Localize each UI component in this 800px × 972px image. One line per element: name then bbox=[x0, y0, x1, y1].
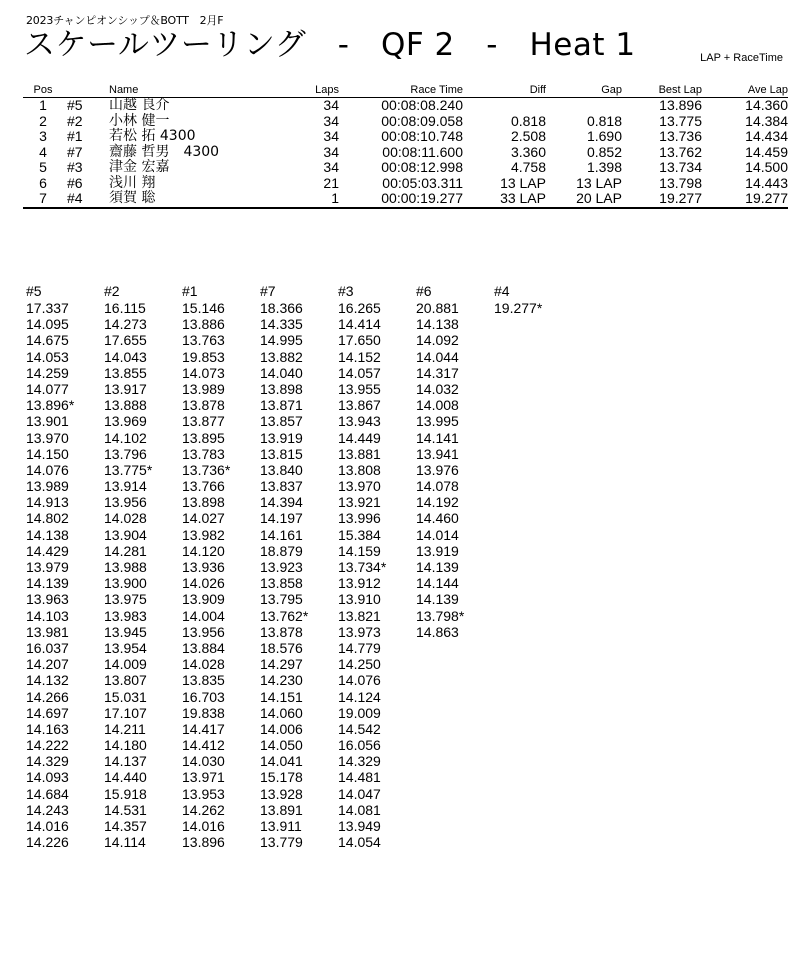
race-time-cell: 00:08:10.748 bbox=[381, 128, 463, 144]
driver-name-cell: 山越 良介 bbox=[109, 97, 170, 113]
lap-time: 13.912 bbox=[338, 575, 381, 592]
lap-time: 14.180 bbox=[104, 737, 147, 754]
laps-cell: 34 bbox=[323, 112, 339, 129]
ave-lap-cell: 14.459 bbox=[745, 143, 788, 160]
lap-time: 13.910 bbox=[338, 591, 381, 608]
results-header-row bbox=[23, 83, 788, 98]
lap-time: 14.481 bbox=[338, 769, 381, 786]
lap-time: 14.414 bbox=[338, 316, 381, 333]
lap-time: 13.775* bbox=[104, 461, 153, 478]
best-lap-cell: 13.736 bbox=[659, 128, 702, 144]
lap-column-car-number: #3 bbox=[338, 283, 354, 299]
lap-column-car-number: #7 bbox=[260, 283, 276, 299]
lap-time: 16.115 bbox=[104, 300, 146, 316]
lap-time: 14.394 bbox=[260, 494, 303, 511]
lap-column bbox=[338, 283, 416, 850]
lap-time: 13.896 bbox=[182, 834, 225, 851]
lap-time: 13.807 bbox=[104, 672, 147, 689]
diff-cell bbox=[463, 98, 546, 114]
lap-time: 14.675 bbox=[26, 332, 69, 349]
lap-time: 14.041 bbox=[260, 753, 303, 770]
lap-time: 13.963 bbox=[26, 591, 69, 608]
lap-time: 14.161 bbox=[260, 526, 303, 543]
lap-time: 14.802 bbox=[26, 510, 69, 527]
car-number-cell: #6 bbox=[67, 174, 83, 191]
lap-time: 14.139 bbox=[26, 575, 69, 592]
lap-time: 13.955 bbox=[338, 380, 381, 397]
col-header-diff: Diff bbox=[529, 84, 546, 96]
lap-time: 14.124 bbox=[338, 688, 381, 705]
lap-time: 14.159 bbox=[338, 542, 381, 559]
lap-time: 16.265 bbox=[338, 300, 381, 316]
results-body bbox=[23, 98, 788, 208]
lap-time: 13.888 bbox=[104, 397, 147, 414]
lap-time: 14.995 bbox=[260, 332, 303, 349]
lap-time: 13.956 bbox=[104, 494, 147, 511]
lap-time: 13.835 bbox=[182, 672, 225, 689]
ave-lap-cell: 14.443 bbox=[745, 174, 788, 191]
lap-time: 14.060 bbox=[260, 704, 303, 721]
lap-time: 13.904 bbox=[104, 526, 147, 543]
lap-time: 14.317 bbox=[416, 364, 459, 381]
lap-column-car-number: #6 bbox=[416, 283, 432, 299]
diff-cell: 33 LAP bbox=[500, 190, 546, 206]
lap-time: 13.901 bbox=[26, 413, 69, 430]
driver-name-cell: 齋藤 哲男 4300 bbox=[109, 143, 220, 160]
lap-time: 14.163 bbox=[26, 720, 69, 737]
lap-time: 14.357 bbox=[104, 818, 147, 834]
car-number-cell: #1 bbox=[67, 128, 83, 144]
lap-time: 15.384 bbox=[338, 526, 381, 543]
lap-time: 18.879 bbox=[260, 542, 303, 559]
lap-column-car-number: #5 bbox=[26, 283, 42, 299]
lap-time: 13.996 bbox=[338, 510, 381, 527]
lap-time: 14.030 bbox=[182, 753, 225, 770]
lap-time: 14.460 bbox=[416, 510, 459, 527]
lap-time: 13.815 bbox=[260, 445, 303, 462]
best-lap-cell: 13.775 bbox=[659, 112, 702, 129]
col-header-race-time: Race Time bbox=[410, 84, 463, 96]
lap-time: 14.028 bbox=[104, 510, 147, 527]
timing-mode-label: LAP + RaceTime bbox=[700, 52, 783, 64]
lap-column-car-number: #1 bbox=[182, 283, 198, 299]
lap-time: 13.914 bbox=[104, 478, 147, 495]
result-row bbox=[23, 98, 788, 114]
lap-time: 13.919 bbox=[260, 429, 303, 446]
lap-time: 13.898 bbox=[182, 494, 225, 511]
lap-time: 13.945 bbox=[104, 623, 147, 640]
lap-column-car-number: #4 bbox=[494, 283, 510, 299]
lap-time: 14.078 bbox=[416, 478, 459, 495]
lap-time: 14.139 bbox=[416, 559, 459, 575]
lap-time: 13.837 bbox=[260, 478, 303, 495]
lap-time: 13.798* bbox=[416, 607, 465, 624]
lap-time: 14.076 bbox=[338, 672, 381, 689]
lap-time: 14.006 bbox=[260, 720, 303, 737]
lap-time: 14.329 bbox=[26, 753, 69, 770]
lap-time: 13.936 bbox=[182, 559, 225, 575]
col-header-name: Name bbox=[109, 84, 139, 96]
lap-column bbox=[416, 283, 494, 850]
lap-time: 13.921 bbox=[338, 494, 381, 511]
lap-time: 13.954 bbox=[104, 639, 147, 656]
lap-time: 13.971 bbox=[182, 769, 225, 786]
lap-time: 13.969 bbox=[104, 413, 147, 430]
lap-time: 14.076 bbox=[26, 461, 69, 478]
lap-time: 14.004 bbox=[182, 607, 225, 624]
lap-time: 14.026 bbox=[182, 575, 225, 592]
results-table bbox=[23, 83, 788, 209]
lap-time: 13.989 bbox=[26, 478, 69, 495]
lap-time: 14.028 bbox=[182, 656, 225, 673]
lap-time: 13.895 bbox=[182, 429, 225, 446]
lap-time: 14.863 bbox=[416, 623, 459, 640]
result-row bbox=[23, 191, 788, 208]
lap-time: 14.412 bbox=[182, 737, 225, 754]
lap-time: 13.928 bbox=[260, 785, 303, 802]
lap-time: 14.009 bbox=[104, 656, 147, 673]
lap-time: 14.032 bbox=[416, 380, 459, 397]
lap-time: 13.762* bbox=[260, 607, 309, 624]
lap-time: 19.853 bbox=[182, 348, 225, 365]
lap-time: 13.900 bbox=[104, 575, 147, 592]
lap-time: 13.909 bbox=[182, 591, 225, 608]
ave-lap-cell: 19.277 bbox=[745, 190, 788, 206]
car-number-cell: #4 bbox=[67, 190, 83, 206]
lap-time: 14.073 bbox=[182, 364, 225, 381]
lap-time: 14.150 bbox=[26, 445, 69, 462]
best-lap-cell: 19.277 bbox=[659, 190, 702, 206]
lap-column bbox=[26, 283, 104, 850]
lap-time: 14.008 bbox=[416, 397, 459, 414]
car-number-cell: #5 bbox=[67, 97, 83, 113]
lap-column bbox=[104, 283, 182, 850]
lap-time: 20.881 bbox=[416, 300, 459, 316]
col-header-ave-lap: Ave Lap bbox=[747, 84, 788, 96]
position-cell: 5 bbox=[39, 159, 47, 175]
lap-time: 13.988 bbox=[104, 559, 147, 575]
lap-time: 14.152 bbox=[338, 348, 381, 365]
lap-time: 13.911 bbox=[260, 818, 302, 834]
lap-time: 14.429 bbox=[26, 542, 69, 559]
col-header-laps: Laps bbox=[315, 84, 339, 96]
lap-time: 13.917 bbox=[104, 380, 147, 397]
lap-time: 13.766 bbox=[182, 478, 225, 495]
lap-time: 13.886 bbox=[182, 316, 225, 333]
race-time-cell: 00:05:03.311 bbox=[382, 174, 463, 191]
lap-time: 14.197 bbox=[260, 510, 303, 527]
lap-time: 14.014 bbox=[416, 526, 459, 543]
laps-cell: 34 bbox=[323, 97, 339, 113]
lap-time: 14.281 bbox=[104, 542, 147, 559]
lap-time: 14.043 bbox=[104, 348, 147, 365]
ave-lap-cell: 14.500 bbox=[745, 159, 788, 175]
lap-time: 14.542 bbox=[338, 720, 381, 737]
lap-time: 13.734* bbox=[338, 559, 387, 575]
lap-time: 19.009 bbox=[338, 704, 381, 721]
driver-name-cell: 浅川 翔 bbox=[109, 174, 156, 191]
lap-time: 14.103 bbox=[26, 607, 69, 624]
lap-time: 14.273 bbox=[104, 316, 147, 333]
lap-time: 13.808 bbox=[338, 461, 381, 478]
lap-time: 14.230 bbox=[260, 672, 303, 689]
lap-time: 14.102 bbox=[104, 429, 147, 446]
lap-time: 13.982 bbox=[182, 526, 225, 543]
lap-time: 14.092 bbox=[416, 332, 459, 349]
lap-time: 14.259 bbox=[26, 364, 69, 381]
lap-time: 13.840 bbox=[260, 461, 303, 478]
lap-time: 13.898 bbox=[260, 380, 303, 397]
lap-time: 13.877 bbox=[182, 413, 225, 430]
lap-time: 14.211 bbox=[104, 720, 146, 737]
gap-cell: 1.398 bbox=[586, 159, 622, 175]
laps-cell: 21 bbox=[323, 174, 339, 191]
lap-time: 13.943 bbox=[338, 413, 381, 430]
lap-time: 14.054 bbox=[338, 834, 381, 851]
best-lap-cell: 13.762 bbox=[659, 143, 702, 160]
gap-cell: 13 LAP bbox=[576, 174, 622, 191]
lap-time: 14.016 bbox=[26, 818, 69, 834]
lap-time: 13.995 bbox=[416, 413, 459, 430]
lap-time: 13.858 bbox=[260, 575, 303, 592]
lap-time: 13.956 bbox=[182, 623, 225, 640]
lap-time: 14.250 bbox=[338, 656, 381, 673]
lap-time: 13.975 bbox=[104, 591, 147, 608]
lap-time: 14.093 bbox=[26, 769, 69, 786]
lap-time: 14.047 bbox=[338, 785, 381, 802]
lap-time: 13.796 bbox=[104, 445, 147, 462]
lap-time: 14.697 bbox=[26, 704, 69, 721]
lap-time: 13.736* bbox=[182, 461, 231, 478]
lap-time: 13.941 bbox=[416, 445, 459, 462]
lap-time: 14.139 bbox=[416, 591, 459, 608]
lap-time: 19.277* bbox=[494, 300, 543, 316]
lap-column bbox=[182, 283, 260, 850]
lap-time: 17.650 bbox=[338, 332, 381, 349]
lap-time: 13.983 bbox=[104, 607, 147, 624]
position-cell: 3 bbox=[39, 128, 47, 144]
lap-time: 14.226 bbox=[26, 834, 69, 851]
race-time-cell: 00:08:12.998 bbox=[381, 159, 463, 175]
lap-time: 15.178 bbox=[260, 769, 303, 786]
race-time-cell: 00:08:11.600 bbox=[382, 143, 463, 160]
gap-cell: 0.852 bbox=[586, 143, 622, 160]
lap-time: 13.891 bbox=[260, 801, 303, 818]
lap-time: 14.137 bbox=[104, 753, 147, 770]
lap-time: 13.973 bbox=[338, 623, 381, 640]
lap-time: 13.970 bbox=[26, 429, 69, 446]
laps-cell: 34 bbox=[323, 143, 339, 160]
event-name: 2023チャンピオンシップ＆BOTT 2月F bbox=[26, 14, 224, 27]
gap-cell: 20 LAP bbox=[576, 190, 622, 206]
lap-time: 13.884 bbox=[182, 639, 225, 656]
lap-time: 14.449 bbox=[338, 429, 381, 446]
lap-time: 14.531 bbox=[104, 801, 147, 818]
best-lap-cell: 13.798 bbox=[659, 174, 702, 191]
ave-lap-cell: 14.384 bbox=[745, 112, 788, 129]
lap-time: 13.882 bbox=[260, 348, 303, 365]
lap-time: 14.207 bbox=[26, 656, 69, 673]
lap-time: 16.703 bbox=[182, 688, 225, 705]
driver-name-cell: 津金 宏嘉 bbox=[109, 159, 170, 175]
lap-time: 17.655 bbox=[104, 332, 147, 349]
lap-column-car-number: #2 bbox=[104, 283, 120, 299]
lap-time: 14.050 bbox=[260, 737, 303, 754]
diff-cell: 4.758 bbox=[510, 159, 546, 175]
lap-time: 14.222 bbox=[26, 737, 69, 754]
lap-time: 13.871 bbox=[260, 397, 303, 414]
result-row bbox=[23, 129, 788, 145]
lap-time: 14.120 bbox=[182, 542, 225, 559]
position-cell: 7 bbox=[39, 190, 47, 206]
lap-column bbox=[260, 283, 338, 850]
result-row bbox=[23, 114, 788, 130]
lap-time: 13.878 bbox=[182, 397, 225, 414]
lap-time: 13.821 bbox=[338, 607, 381, 624]
result-row bbox=[23, 160, 788, 176]
lap-time: 13.923 bbox=[260, 559, 303, 575]
lap-time: 13.783 bbox=[182, 445, 225, 462]
lap-time: 13.867 bbox=[338, 397, 381, 414]
col-header-gap: Gap bbox=[601, 84, 622, 96]
best-lap-cell: 13.734 bbox=[659, 159, 702, 175]
lap-time: 14.040 bbox=[260, 364, 303, 381]
lap-time: 13.857 bbox=[260, 413, 303, 430]
page-title: スケールツーリング - QF 2 - Heat 1 bbox=[24, 27, 636, 63]
lap-time: 14.684 bbox=[26, 785, 69, 802]
lap-time: 14.266 bbox=[26, 688, 69, 705]
lap-time: 14.192 bbox=[416, 494, 459, 511]
lap-time: 14.417 bbox=[182, 720, 225, 737]
lap-time: 14.335 bbox=[260, 316, 303, 333]
col-header-pos: Pos bbox=[33, 84, 53, 96]
lap-time: 14.779 bbox=[338, 639, 381, 656]
lap-time: 14.138 bbox=[416, 316, 459, 333]
lap-time: 13.855 bbox=[104, 364, 147, 381]
diff-cell: 13 LAP bbox=[500, 174, 546, 191]
diff-cell: 2.508 bbox=[510, 128, 546, 144]
lap-time: 13.981 bbox=[26, 623, 69, 640]
lap-time: 18.366 bbox=[260, 300, 303, 316]
laps-cell: 34 bbox=[323, 128, 339, 144]
lap-time: 13.976 bbox=[416, 461, 459, 478]
lap-time: 13.795 bbox=[260, 591, 303, 608]
ave-lap-cell: 14.434 bbox=[745, 128, 788, 144]
car-number-cell: #7 bbox=[67, 143, 83, 160]
lap-time: 14.138 bbox=[26, 526, 69, 543]
lap-time: 13.878 bbox=[260, 623, 303, 640]
gap-cell: 0.818 bbox=[586, 112, 622, 129]
col-header-number bbox=[63, 83, 109, 98]
lap-time: 14.297 bbox=[260, 656, 303, 673]
lap-time: 13.989 bbox=[182, 380, 225, 397]
position-cell: 6 bbox=[39, 174, 47, 191]
lap-time: 13.919 bbox=[416, 542, 459, 559]
driver-name-cell: 小林 健一 bbox=[109, 112, 170, 129]
lap-time: 19.838 bbox=[182, 704, 225, 721]
lap-time: 14.913 bbox=[26, 494, 69, 511]
position-cell: 4 bbox=[39, 143, 47, 160]
race-time-cell: 00:00:19.277 bbox=[381, 190, 463, 206]
car-number-cell: #2 bbox=[67, 112, 83, 129]
lap-time: 14.144 bbox=[416, 575, 459, 592]
lap-column bbox=[494, 283, 572, 850]
lap-time: 14.044 bbox=[416, 348, 459, 365]
lap-time: 14.114 bbox=[104, 834, 146, 851]
lap-time: 14.016 bbox=[182, 818, 225, 834]
lap-time: 18.576 bbox=[260, 639, 303, 656]
lap-times-grid bbox=[26, 283, 572, 850]
best-lap-cell: 13.896 bbox=[659, 97, 702, 113]
gap-cell bbox=[546, 98, 622, 114]
lap-time: 13.763 bbox=[182, 332, 225, 349]
lap-time: 15.146 bbox=[182, 300, 225, 316]
result-row bbox=[23, 176, 788, 192]
lap-time: 14.057 bbox=[338, 364, 381, 381]
lap-time: 14.081 bbox=[338, 801, 381, 818]
col-header-best-lap: Best Lap bbox=[658, 84, 702, 96]
lap-time: 13.953 bbox=[182, 785, 225, 802]
driver-name-cell: 須賀 聡 bbox=[109, 190, 156, 206]
lap-time: 14.132 bbox=[26, 672, 69, 689]
lap-time: 16.056 bbox=[338, 737, 381, 754]
lap-time: 14.262 bbox=[182, 801, 225, 818]
laps-cell: 34 bbox=[323, 159, 339, 175]
result-row bbox=[23, 145, 788, 161]
lap-time: 14.053 bbox=[26, 348, 69, 365]
lap-time: 14.440 bbox=[104, 769, 147, 786]
lap-time: 15.031 bbox=[104, 688, 147, 705]
lap-time: 17.337 bbox=[26, 300, 69, 316]
lap-time: 13.979 bbox=[26, 559, 69, 575]
lap-time: 16.037 bbox=[26, 639, 69, 656]
lap-time: 17.107 bbox=[104, 704, 147, 721]
gap-cell: 1.690 bbox=[586, 128, 622, 144]
car-number-cell: #3 bbox=[67, 159, 83, 175]
lap-time: 13.881 bbox=[338, 445, 381, 462]
position-cell: 1 bbox=[39, 97, 47, 113]
race-time-cell: 00:08:09.058 bbox=[381, 112, 463, 129]
lap-time: 14.329 bbox=[338, 753, 381, 770]
lap-time: 13.779 bbox=[260, 834, 303, 851]
lap-time: 13.970 bbox=[338, 478, 381, 495]
lap-time: 13.949 bbox=[338, 818, 381, 834]
ave-lap-cell: 14.360 bbox=[745, 97, 788, 113]
lap-time: 14.027 bbox=[182, 510, 225, 527]
lap-time: 14.077 bbox=[26, 380, 69, 397]
race-time-cell: 00:08:08.240 bbox=[381, 97, 463, 113]
driver-name-cell: 若松 拓 4300 bbox=[109, 128, 196, 144]
position-cell: 2 bbox=[39, 112, 47, 129]
lap-time: 13.896* bbox=[26, 397, 75, 414]
lap-time: 15.918 bbox=[104, 785, 147, 802]
diff-cell: 0.818 bbox=[510, 112, 546, 129]
laps-cell: 1 bbox=[331, 190, 339, 206]
lap-time: 14.141 bbox=[416, 429, 459, 446]
lap-time: 14.243 bbox=[26, 801, 69, 818]
lap-time: 14.151 bbox=[260, 688, 303, 705]
diff-cell: 3.360 bbox=[510, 143, 546, 160]
lap-time: 14.095 bbox=[26, 316, 69, 333]
